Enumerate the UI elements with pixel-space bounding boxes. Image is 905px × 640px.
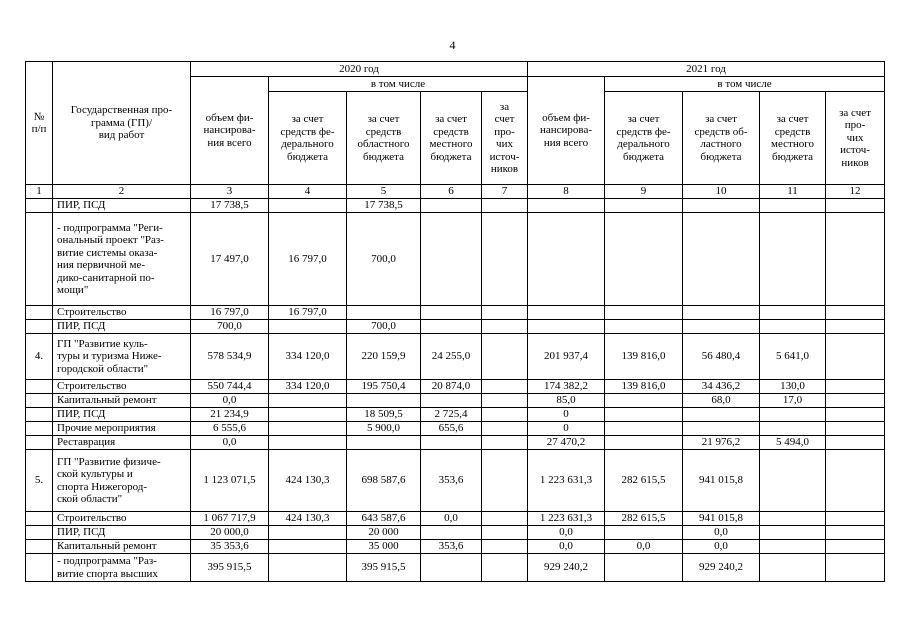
- value-cell: [269, 422, 347, 436]
- value-cell: 941 015,8: [683, 450, 760, 512]
- header-program: Государственная про- грамма (ГП)/ вид работ: [53, 62, 191, 185]
- value-cell: 643 587,6: [347, 512, 421, 526]
- row-name: ПИР, ПСД: [53, 320, 191, 334]
- header-volume-2020: объем фи- нансирова- ния всего: [191, 77, 269, 185]
- row-number: [26, 422, 53, 436]
- value-cell: [760, 306, 826, 320]
- table-row: [26, 450, 885, 512]
- value-cell: [482, 320, 528, 334]
- value-cell: 282 615,5: [605, 450, 683, 512]
- row-number: 5.: [26, 450, 53, 512]
- value-cell: [605, 320, 683, 334]
- value-cell: 0,0: [528, 526, 605, 540]
- value-cell: 24 255,0: [421, 334, 482, 380]
- value-cell: 220 159,9: [347, 334, 421, 380]
- header-year-2021: 2021 год: [528, 62, 885, 77]
- value-cell: [605, 554, 683, 582]
- value-cell: [269, 526, 347, 540]
- header-other-2021: за счет про- чих источ- ников: [826, 92, 885, 185]
- table-row: [26, 334, 885, 380]
- value-cell: 0,0: [191, 436, 269, 450]
- value-cell: 21 976,2: [683, 436, 760, 450]
- value-cell: [605, 436, 683, 450]
- column-number: 5: [347, 185, 421, 199]
- value-cell: [760, 554, 826, 582]
- row-name: ПИР, ПСД: [53, 199, 191, 213]
- value-cell: 5 641,0: [760, 334, 826, 380]
- value-cell: 56 480,4: [683, 334, 760, 380]
- value-cell: [482, 554, 528, 582]
- value-cell: 201 937,4: [528, 334, 605, 380]
- value-cell: [605, 526, 683, 540]
- value-cell: [528, 199, 605, 213]
- value-cell: [269, 408, 347, 422]
- value-cell: [760, 540, 826, 554]
- row-number: [26, 380, 53, 394]
- column-number: 7: [482, 185, 528, 199]
- value-cell: 34 436,2: [683, 380, 760, 394]
- value-cell: 353,6: [421, 540, 482, 554]
- value-cell: [482, 199, 528, 213]
- header-volume-2021: объем фи- нансирова- ния всего: [528, 77, 605, 185]
- value-cell: 334 120,0: [269, 380, 347, 394]
- header-regional-2020: за счет средств областного бюджета: [347, 92, 421, 185]
- table-row: [26, 199, 885, 213]
- value-cell: 424 130,3: [269, 512, 347, 526]
- table-row: [26, 320, 885, 334]
- value-cell: 35 353,6: [191, 540, 269, 554]
- value-cell: [826, 306, 885, 320]
- header-federal-2020: за счет средств фе- дерального бюджета: [269, 92, 347, 185]
- value-cell: 21 234,9: [191, 408, 269, 422]
- value-cell: [826, 512, 885, 526]
- table-row: [26, 306, 885, 320]
- column-number: 10: [683, 185, 760, 199]
- value-cell: [482, 306, 528, 320]
- value-cell: [482, 422, 528, 436]
- row-name: Строительство: [53, 306, 191, 320]
- row-number: [26, 554, 53, 582]
- value-cell: [269, 554, 347, 582]
- value-cell: [528, 213, 605, 306]
- row-name: Капитальный ремонт: [53, 394, 191, 408]
- value-cell: [826, 422, 885, 436]
- row-name: ГП "Развитие физиче- ской культуры и спорта Нижегород- ской области": [53, 450, 191, 512]
- value-cell: [482, 408, 528, 422]
- value-cell: [826, 334, 885, 380]
- value-cell: [683, 320, 760, 334]
- page-number: 4: [449, 38, 456, 52]
- value-cell: 20 000: [347, 526, 421, 540]
- value-cell: [683, 306, 760, 320]
- column-number-row: [26, 185, 885, 199]
- value-cell: 655,6: [421, 422, 482, 436]
- value-cell: [269, 540, 347, 554]
- table-row: [26, 540, 885, 554]
- value-cell: [826, 408, 885, 422]
- value-cell: 334 120,0: [269, 334, 347, 380]
- value-cell: 941 015,8: [683, 512, 760, 526]
- value-cell: 130,0: [760, 380, 826, 394]
- value-cell: [760, 213, 826, 306]
- value-cell: [760, 422, 826, 436]
- value-cell: 85,0: [528, 394, 605, 408]
- value-cell: [269, 320, 347, 334]
- row-name: Строительство: [53, 512, 191, 526]
- value-cell: [482, 380, 528, 394]
- column-number: 9: [605, 185, 683, 199]
- table-row: [26, 394, 885, 408]
- value-cell: 424 130,3: [269, 450, 347, 512]
- value-cell: [760, 512, 826, 526]
- header-regional-2021: за счет средств об- ластного бюджета: [683, 92, 760, 185]
- header-number: № п/п: [26, 62, 53, 185]
- value-cell: [826, 554, 885, 582]
- value-cell: [605, 408, 683, 422]
- value-cell: [482, 450, 528, 512]
- value-cell: 174 382,2: [528, 380, 605, 394]
- value-cell: 578 534,9: [191, 334, 269, 380]
- value-cell: 2 725,4: [421, 408, 482, 422]
- header-year-2020: 2020 год: [191, 62, 528, 77]
- value-cell: [605, 213, 683, 306]
- row-name: Прочие мероприятия: [53, 422, 191, 436]
- value-cell: [760, 320, 826, 334]
- value-cell: 395 915,5: [347, 554, 421, 582]
- header-including-2020: в том числе: [269, 77, 528, 92]
- value-cell: 0,0: [683, 540, 760, 554]
- table-row: [26, 422, 885, 436]
- value-cell: 929 240,2: [683, 554, 760, 582]
- row-name: - подпрограмма "Реги- ональный проект "Раз- витие системы оказа- ния первичной ме- дико-санитарной по- мощи": [53, 213, 191, 306]
- value-cell: [482, 394, 528, 408]
- value-cell: [482, 436, 528, 450]
- value-cell: 700,0: [191, 320, 269, 334]
- value-cell: 17,0: [760, 394, 826, 408]
- value-cell: 17 497,0: [191, 213, 269, 306]
- value-cell: [826, 380, 885, 394]
- value-cell: 35 000: [347, 540, 421, 554]
- header-local-2020: за счет средств местного бюджета: [421, 92, 482, 185]
- value-cell: [421, 213, 482, 306]
- row-name: Строительство: [53, 380, 191, 394]
- value-cell: [269, 394, 347, 408]
- value-cell: 16 797,0: [191, 306, 269, 320]
- value-cell: [421, 199, 482, 213]
- value-cell: [421, 306, 482, 320]
- value-cell: [760, 199, 826, 213]
- header-local-2021: за счет средств местного бюджета: [760, 92, 826, 185]
- value-cell: 16 797,0: [269, 306, 347, 320]
- row-name: ГП "Развитие куль- туры и туризма Ниже- городской области": [53, 334, 191, 380]
- row-number: [26, 213, 53, 306]
- row-number: [26, 320, 53, 334]
- value-cell: [760, 408, 826, 422]
- value-cell: 700,0: [347, 213, 421, 306]
- value-cell: 1 067 717,9: [191, 512, 269, 526]
- row-number: [26, 306, 53, 320]
- value-cell: 1 123 071,5: [191, 450, 269, 512]
- table-row: [26, 380, 885, 394]
- value-cell: 1 223 631,3: [528, 450, 605, 512]
- column-number: 12: [826, 185, 885, 199]
- table-row: [26, 526, 885, 540]
- row-name: Капитальный ремонт: [53, 540, 191, 554]
- value-cell: [421, 554, 482, 582]
- value-cell: 17 738,5: [191, 199, 269, 213]
- value-cell: 0: [528, 408, 605, 422]
- value-cell: [482, 526, 528, 540]
- value-cell: [269, 199, 347, 213]
- column-number: 3: [191, 185, 269, 199]
- table-row: [26, 436, 885, 450]
- value-cell: [683, 408, 760, 422]
- value-cell: [347, 306, 421, 320]
- value-cell: [347, 436, 421, 450]
- value-cell: [683, 199, 760, 213]
- value-cell: 0,0: [421, 512, 482, 526]
- row-number: [26, 512, 53, 526]
- column-number: 4: [269, 185, 347, 199]
- value-cell: [605, 199, 683, 213]
- value-cell: [826, 320, 885, 334]
- value-cell: [760, 526, 826, 540]
- value-cell: 698 587,6: [347, 450, 421, 512]
- value-cell: [421, 436, 482, 450]
- column-number: 11: [760, 185, 826, 199]
- column-number: 6: [421, 185, 482, 199]
- row-number: [26, 526, 53, 540]
- value-cell: 550 744,4: [191, 380, 269, 394]
- column-number: 8: [528, 185, 605, 199]
- value-cell: 6 555,6: [191, 422, 269, 436]
- value-cell: [826, 526, 885, 540]
- value-cell: 27 470,2: [528, 436, 605, 450]
- row-name: ПИР, ПСД: [53, 526, 191, 540]
- value-cell: [605, 394, 683, 408]
- value-cell: 139 816,0: [605, 380, 683, 394]
- value-cell: 195 750,4: [347, 380, 421, 394]
- value-cell: [605, 306, 683, 320]
- value-cell: [683, 213, 760, 306]
- table-row: [26, 512, 885, 526]
- row-number: [26, 408, 53, 422]
- value-cell: 395 915,5: [191, 554, 269, 582]
- value-cell: [528, 306, 605, 320]
- row-name: ПИР, ПСД: [53, 408, 191, 422]
- column-number: 1: [26, 185, 53, 199]
- value-cell: [482, 213, 528, 306]
- value-cell: 282 615,5: [605, 512, 683, 526]
- value-cell: [528, 320, 605, 334]
- value-cell: 929 240,2: [528, 554, 605, 582]
- value-cell: 0,0: [605, 540, 683, 554]
- value-cell: 68,0: [683, 394, 760, 408]
- value-cell: 0: [528, 422, 605, 436]
- value-cell: [826, 394, 885, 408]
- row-number: [26, 199, 53, 213]
- value-cell: 139 816,0: [605, 334, 683, 380]
- value-cell: 0,0: [528, 540, 605, 554]
- value-cell: 5 900,0: [347, 422, 421, 436]
- value-cell: 0,0: [191, 394, 269, 408]
- value-cell: 700,0: [347, 320, 421, 334]
- value-cell: [482, 334, 528, 380]
- row-number: 4.: [26, 334, 53, 380]
- value-cell: [347, 394, 421, 408]
- value-cell: [421, 526, 482, 540]
- value-cell: [826, 540, 885, 554]
- value-cell: 1 223 631,3: [528, 512, 605, 526]
- value-cell: [269, 436, 347, 450]
- table-row: [26, 554, 885, 582]
- value-cell: [826, 436, 885, 450]
- value-cell: [482, 512, 528, 526]
- row-number: [26, 436, 53, 450]
- row-name: - подпрограмма "Раз- витие спорта высших: [53, 554, 191, 582]
- value-cell: [826, 199, 885, 213]
- financing-table: [25, 61, 885, 582]
- row-number: [26, 394, 53, 408]
- value-cell: 17 738,5: [347, 199, 421, 213]
- value-cell: 20 000,0: [191, 526, 269, 540]
- value-cell: 16 797,0: [269, 213, 347, 306]
- value-cell: [683, 422, 760, 436]
- value-cell: [605, 422, 683, 436]
- row-number: [26, 540, 53, 554]
- value-cell: 5 494,0: [760, 436, 826, 450]
- value-cell: [421, 320, 482, 334]
- value-cell: [760, 450, 826, 512]
- value-cell: [826, 450, 885, 512]
- header-other-2020: за счет про- чих источ- ников: [482, 92, 528, 185]
- value-cell: 353,6: [421, 450, 482, 512]
- table-row: [26, 213, 885, 306]
- header-including-2021: в том числе: [605, 77, 885, 92]
- value-cell: [421, 394, 482, 408]
- row-name: Реставрация: [53, 436, 191, 450]
- value-cell: [826, 213, 885, 306]
- value-cell: [482, 540, 528, 554]
- header-federal-2021: за счет средств фе- дерального бюджета: [605, 92, 683, 185]
- column-number: 2: [53, 185, 191, 199]
- value-cell: 0,0: [683, 526, 760, 540]
- value-cell: 20 874,0: [421, 380, 482, 394]
- table-row: [26, 408, 885, 422]
- value-cell: 18 509,5: [347, 408, 421, 422]
